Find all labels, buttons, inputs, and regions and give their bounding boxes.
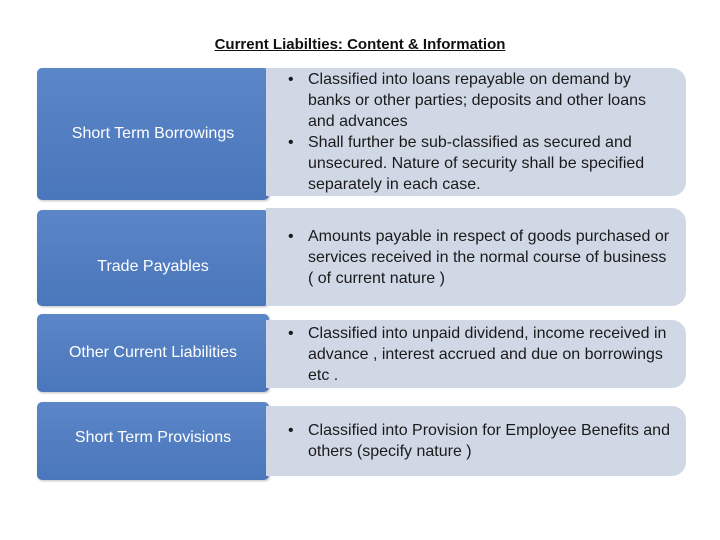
category-other-current-liabilities bbox=[37, 314, 269, 392]
category-trade-payables bbox=[37, 210, 269, 306]
bullet-item: • Classified into Provision for Employee Benefits and others (specify nature ) bbox=[288, 420, 672, 462]
bullet-item: • Shall further be sub-classified as secured and unsecured. Nature of security shall be specified separately in each case. bbox=[288, 132, 672, 195]
page-title: Current Liabilties: Content & Information bbox=[214, 36, 506, 53]
category-short-term-borrowings bbox=[37, 68, 269, 200]
bullet-item: • Classified into unpaid dividend, income received in advance , interest accrued and due on borrowings etc . bbox=[288, 323, 672, 386]
bullet-item: • Classified into loans repayable on demand by banks or other parties; deposits and other loans and advances bbox=[288, 69, 672, 132]
bullet-text: Classified into unpaid dividend, income received in advance , interest accrued and due on borrowings etc . bbox=[308, 324, 667, 384]
description-other-current-liabilities bbox=[266, 320, 686, 388]
bullet-text: Classified into loans repayable on demand by banks or other parties; deposits and other loans and advances bbox=[308, 71, 646, 130]
category-short-term-provisions bbox=[37, 402, 269, 480]
category-label: Other Current Liabilities bbox=[68, 344, 238, 361]
bullet-text: Amounts payable in respect of goods purchased or services received in the normal course of business ( of current nature ) bbox=[308, 227, 670, 287]
bullet-item: • Amounts payable in respect of goods purchased or services received in the normal course of business ( of current nature ) bbox=[288, 226, 672, 289]
description-short-term-provisions bbox=[266, 406, 686, 476]
description-short-term-borrowings bbox=[266, 68, 686, 196]
bullet-text: Shall further be sub-classified as secured and unsecured. Nature of security shall be specified separately in each case. bbox=[308, 134, 645, 193]
description-trade-payables bbox=[266, 208, 686, 306]
category-label: Short Term Borrowings bbox=[71, 125, 235, 142]
bullet-text: Classified into Provision for Employee Benefits and others (specify nature ) bbox=[308, 422, 670, 460]
category-label: Trade Payables bbox=[97, 258, 209, 275]
category-label: Short Term Provisions bbox=[74, 429, 232, 446]
